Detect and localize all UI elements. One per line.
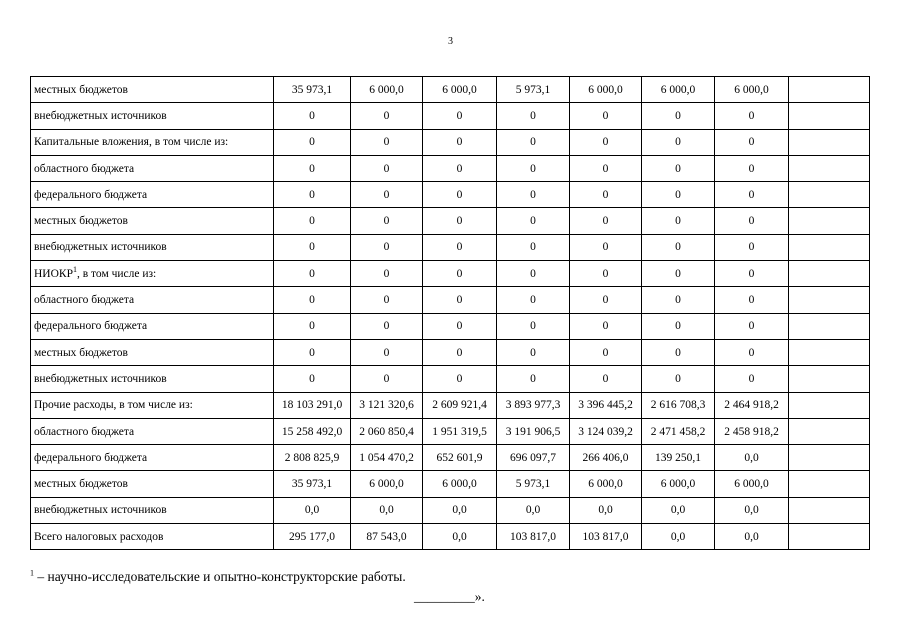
closing-line: _________». <box>414 589 485 604</box>
row-label-text: Всего налоговых расходов <box>34 530 164 543</box>
empty-cell <box>789 445 870 471</box>
value-cell: 0,0 <box>715 445 789 471</box>
row-label-text: местных бюджетов <box>34 346 128 359</box>
value-cell: 0 <box>715 234 789 260</box>
table-row <box>31 155 870 181</box>
value-cell: 0 <box>497 182 570 208</box>
value-cell: 0 <box>423 208 497 234</box>
table-row <box>31 129 870 155</box>
value-cell: 0 <box>642 366 715 392</box>
value-cell: 0 <box>715 287 789 313</box>
row-label-text: внебюджетных источников <box>34 372 167 385</box>
value-cell: 1 054 470,2 <box>351 445 423 471</box>
value-cell: 0,0 <box>497 497 570 523</box>
value-cell: 0 <box>274 103 351 129</box>
value-cell: 0 <box>423 234 497 260</box>
value-cell: 0 <box>351 339 423 365</box>
value-cell: 0,0 <box>715 524 789 550</box>
value-cell: 0 <box>715 313 789 339</box>
value-cell: 0 <box>570 155 642 181</box>
value-cell: 0 <box>274 261 351 287</box>
value-cell: 0 <box>423 313 497 339</box>
value-cell: 0 <box>274 339 351 365</box>
value-cell: 0,0 <box>423 497 497 523</box>
value-cell: 0,0 <box>351 497 423 523</box>
value-cell: 0 <box>274 366 351 392</box>
empty-cell <box>789 524 870 550</box>
table-row <box>31 313 870 339</box>
row-label-text: НИОКР <box>34 267 73 280</box>
value-cell: 0 <box>351 313 423 339</box>
value-cell: 0 <box>351 287 423 313</box>
value-cell: 5 973,1 <box>497 471 570 497</box>
value-cell: 0,0 <box>642 524 715 550</box>
row-label-text: Прочие расходы, в том числе из: <box>34 399 193 412</box>
row-label-text: областного бюджета <box>34 162 135 175</box>
value-cell: 0 <box>497 208 570 234</box>
row-label-text: внебюджетных источников <box>34 504 167 517</box>
value-cell: 0 <box>497 366 570 392</box>
value-cell: 2 808 825,9 <box>274 445 351 471</box>
value-cell: 266 406,0 <box>570 445 642 471</box>
value-cell: 2 609 921,4 <box>423 392 497 418</box>
value-cell: 18 103 291,0 <box>274 392 351 418</box>
value-cell: 0,0 <box>715 497 789 523</box>
value-cell: 0 <box>642 234 715 260</box>
budget-table <box>30 76 870 550</box>
table-row <box>31 524 870 550</box>
footnote <box>30 569 406 585</box>
row-label-text: внебюджетных источников <box>34 241 167 254</box>
row-label <box>31 129 274 155</box>
row-label-text: федерального бюджета <box>34 188 148 201</box>
value-cell: 0 <box>497 103 570 129</box>
value-cell: 139 250,1 <box>642 445 715 471</box>
value-cell: 6 000,0 <box>715 471 789 497</box>
value-cell: 3 124 039,2 <box>570 418 642 444</box>
table-row <box>31 287 870 313</box>
value-cell: 0 <box>497 129 570 155</box>
value-cell: 0 <box>715 182 789 208</box>
value-cell: 0 <box>274 287 351 313</box>
table-row <box>31 418 870 444</box>
value-cell: 3 191 906,5 <box>497 418 570 444</box>
row-label <box>31 287 274 313</box>
value-cell: 0 <box>423 103 497 129</box>
value-cell: 0 <box>274 155 351 181</box>
value-cell: 0 <box>570 182 642 208</box>
value-cell: 0 <box>570 103 642 129</box>
empty-cell <box>789 234 870 260</box>
value-cell: 6 000,0 <box>642 471 715 497</box>
table-row <box>31 366 870 392</box>
row-label <box>31 155 274 181</box>
row-label-text: федерального бюджета <box>34 320 148 333</box>
value-cell: 0 <box>715 366 789 392</box>
value-cell: 0 <box>423 287 497 313</box>
value-cell: 6 000,0 <box>351 471 423 497</box>
row-label <box>31 339 274 365</box>
value-cell: 0 <box>642 287 715 313</box>
empty-cell <box>789 366 870 392</box>
row-label-text: местных бюджетов <box>34 215 128 228</box>
empty-cell <box>789 313 870 339</box>
value-cell: 0 <box>274 129 351 155</box>
table-row <box>31 445 870 471</box>
table-row <box>31 77 870 103</box>
value-cell: 2 060 850,4 <box>351 418 423 444</box>
table-row <box>31 261 870 287</box>
value-cell: 0 <box>642 261 715 287</box>
empty-cell <box>789 182 870 208</box>
row-label <box>31 261 274 287</box>
value-cell: 0 <box>351 366 423 392</box>
value-cell: 0 <box>497 313 570 339</box>
row-label <box>31 445 274 471</box>
row-label <box>31 366 274 392</box>
value-cell: 0 <box>497 287 570 313</box>
row-label-text: областного бюджета <box>34 425 135 438</box>
value-cell: 0 <box>570 234 642 260</box>
value-cell: 0 <box>642 339 715 365</box>
empty-cell <box>789 129 870 155</box>
value-cell: 5 973,1 <box>497 77 570 103</box>
row-label-text: местных бюджетов <box>34 478 128 491</box>
value-cell: 0 <box>570 313 642 339</box>
value-cell: 0 <box>642 313 715 339</box>
empty-cell <box>789 497 870 523</box>
value-cell: 0 <box>715 261 789 287</box>
row-label <box>31 418 274 444</box>
row-label <box>31 234 274 260</box>
value-cell: 3 396 445,2 <box>570 392 642 418</box>
value-cell: 0 <box>642 103 715 129</box>
value-cell: 0 <box>351 182 423 208</box>
row-label <box>31 208 274 234</box>
value-cell: 0 <box>351 208 423 234</box>
value-cell: 0 <box>351 155 423 181</box>
empty-cell <box>789 287 870 313</box>
value-cell: 0 <box>642 155 715 181</box>
value-cell: 0 <box>715 208 789 234</box>
row-label <box>31 103 274 129</box>
row-label <box>31 497 274 523</box>
value-cell: 0 <box>423 155 497 181</box>
value-cell: 6 000,0 <box>351 77 423 103</box>
value-cell: 0 <box>570 339 642 365</box>
page-number: 3 <box>448 36 453 47</box>
value-cell: 0 <box>351 261 423 287</box>
value-cell: 3 121 320,6 <box>351 392 423 418</box>
table-row <box>31 182 870 208</box>
table-row <box>31 497 870 523</box>
empty-cell <box>789 339 870 365</box>
value-cell: 2 471 458,2 <box>642 418 715 444</box>
value-cell: 0 <box>497 234 570 260</box>
value-cell: 0 <box>715 129 789 155</box>
value-cell: 0,0 <box>274 497 351 523</box>
value-cell: 0 <box>642 208 715 234</box>
value-cell: 0 <box>715 339 789 365</box>
value-cell: 0 <box>570 287 642 313</box>
table-row <box>31 234 870 260</box>
value-cell: 0 <box>351 103 423 129</box>
value-cell: 0 <box>423 182 497 208</box>
value-cell: 0 <box>497 261 570 287</box>
table-row <box>31 471 870 497</box>
value-cell: 0 <box>570 366 642 392</box>
empty-cell <box>789 418 870 444</box>
empty-cell <box>789 392 870 418</box>
value-cell: 2 464 918,2 <box>715 392 789 418</box>
table-row <box>31 392 870 418</box>
table-row <box>31 339 870 365</box>
value-cell: 0 <box>570 129 642 155</box>
value-cell: 0,0 <box>642 497 715 523</box>
value-cell: 35 973,1 <box>274 77 351 103</box>
row-label <box>31 182 274 208</box>
value-cell: 0 <box>423 366 497 392</box>
row-label <box>31 313 274 339</box>
row-label <box>31 392 274 418</box>
value-cell: 0 <box>497 339 570 365</box>
row-label-text: Капитальные вложения, в том числе из: <box>34 136 229 149</box>
value-cell: 0,0 <box>423 524 497 550</box>
value-cell: 2 458 918,2 <box>715 418 789 444</box>
value-cell: 6 000,0 <box>423 77 497 103</box>
empty-cell <box>789 261 870 287</box>
value-cell: 0 <box>423 129 497 155</box>
empty-cell <box>789 77 870 103</box>
empty-cell <box>789 155 870 181</box>
value-cell: 0 <box>274 208 351 234</box>
row-label-superscript: 1 <box>72 264 77 274</box>
value-cell: 0 <box>423 261 497 287</box>
value-cell: 0 <box>570 208 642 234</box>
value-cell: 6 000,0 <box>715 77 789 103</box>
value-cell: 0 <box>497 155 570 181</box>
value-cell: 0,0 <box>570 497 642 523</box>
value-cell: 0 <box>642 182 715 208</box>
empty-cell <box>789 208 870 234</box>
value-cell: 652 601,9 <box>423 445 497 471</box>
value-cell: 295 177,0 <box>274 524 351 550</box>
value-cell: 0 <box>274 234 351 260</box>
footnote-text: – научно-исследовательские и опытно-конструкторские работы. <box>34 569 406 584</box>
value-cell: 103 817,0 <box>497 524 570 550</box>
row-label <box>31 471 274 497</box>
value-cell: 0 <box>274 182 351 208</box>
row-label-text: областного бюджета <box>34 294 135 307</box>
value-cell: 2 616 708,3 <box>642 392 715 418</box>
value-cell: 15 258 492,0 <box>274 418 351 444</box>
value-cell: 35 973,1 <box>274 471 351 497</box>
budget-table-body <box>31 77 870 550</box>
row-label <box>31 77 274 103</box>
value-cell: 696 097,7 <box>497 445 570 471</box>
value-cell: 6 000,0 <box>570 77 642 103</box>
value-cell: 87 543,0 <box>351 524 423 550</box>
row-label-suffix: , в том числе из: <box>76 267 157 280</box>
value-cell: 0 <box>715 103 789 129</box>
value-cell: 6 000,0 <box>642 77 715 103</box>
value-cell: 3 893 977,3 <box>497 392 570 418</box>
row-label <box>31 524 274 550</box>
value-cell: 0 <box>423 339 497 365</box>
value-cell: 103 817,0 <box>570 524 642 550</box>
value-cell: 6 000,0 <box>423 471 497 497</box>
value-cell: 1 951 319,5 <box>423 418 497 444</box>
footnote-marker: 1 <box>30 568 34 578</box>
empty-cell <box>789 471 870 497</box>
value-cell: 0 <box>351 129 423 155</box>
row-label-text: местных бюджетов <box>34 83 128 96</box>
row-label-text: внебюджетных источников <box>34 109 167 122</box>
table-row <box>31 208 870 234</box>
value-cell: 0 <box>570 261 642 287</box>
value-cell: 0 <box>351 234 423 260</box>
value-cell: 0 <box>274 313 351 339</box>
value-cell: 6 000,0 <box>570 471 642 497</box>
table-row <box>31 103 870 129</box>
empty-cell <box>789 103 870 129</box>
value-cell: 0 <box>642 129 715 155</box>
value-cell: 0 <box>715 155 789 181</box>
row-label-text: федерального бюджета <box>34 451 148 464</box>
